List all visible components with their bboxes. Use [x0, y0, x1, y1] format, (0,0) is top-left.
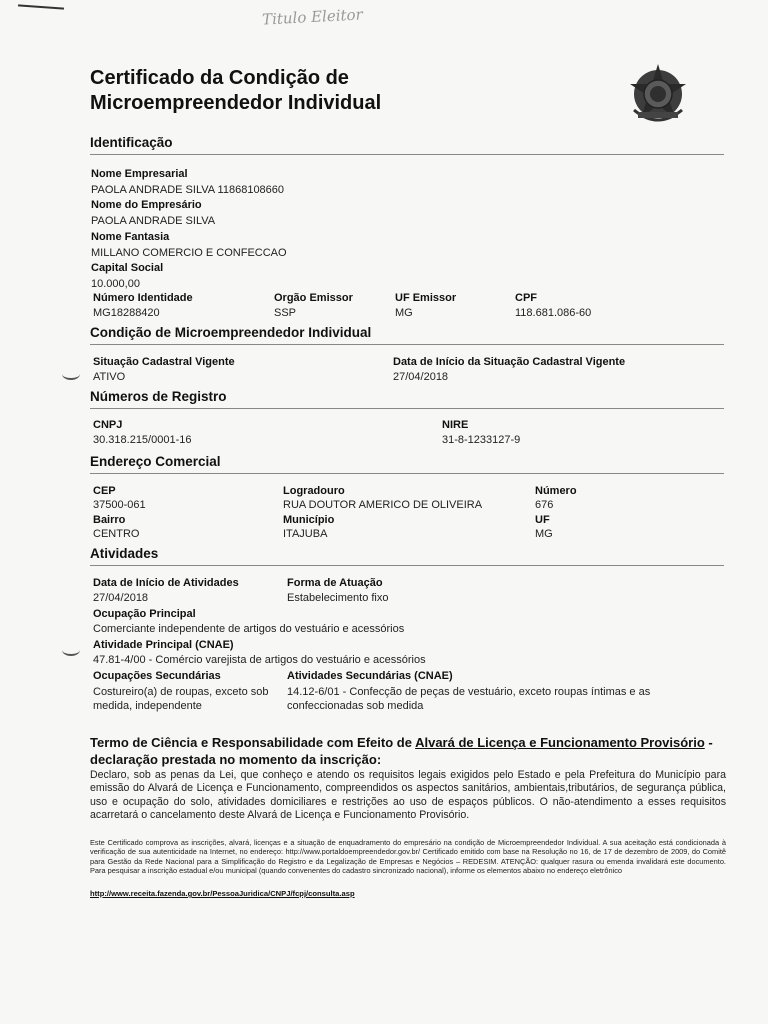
municipio-label: Município [283, 514, 335, 526]
atividade-principal-label: Atividade Principal (CNAE) [93, 639, 234, 651]
uf-label: UF [535, 514, 550, 526]
orgao-emissor-value: SSP [274, 307, 297, 319]
nome-fantasia-value: MILLANO COMERCIO E CONFECCAO [91, 247, 287, 259]
data-inicio-atividades-value: 27/04/2018 [93, 592, 149, 604]
punch-hole-mark [62, 644, 80, 656]
cep-value: 37500-061 [93, 499, 146, 511]
ocupacoes-secundarias-label: Ocupações Secundárias [93, 670, 221, 682]
section-endereco: Endereço Comercial [90, 454, 724, 474]
cnpj-value: 30.318.215/0001-16 [93, 434, 192, 446]
termo-title-part2: - declaração prestada no momento da inscrição: [90, 735, 713, 767]
alvara-link[interactable]: Alvará de Licença e Funcionamento Provisório [415, 735, 705, 750]
section-identificacao: Identificação [90, 135, 724, 155]
ocupacao-principal-value: Comerciante independente de artigos do vestuário e acessórios [93, 623, 405, 635]
forma-atuacao-value: Estabelecimento fixo [287, 592, 389, 604]
certificate-title [90, 66, 381, 116]
atividades-secundarias-label: Atividades Secundárias (CNAE) [287, 670, 453, 682]
logradouro-label: Logradouro [283, 485, 345, 497]
bairro-value: CENTRO [93, 528, 140, 540]
cpf-value: 118.681.086-60 [515, 307, 592, 319]
forma-atuacao-label: Forma de Atuação [287, 577, 383, 589]
section-atividades: Atividades [90, 546, 724, 566]
termo-body: Declaro, sob as penas da Lei, que conheço e atendo os requisitos legais exigidos pelo Estado e pela Prefeitura do Município para emissão do Alvará de Licença e Funcionamento, compreendidos os aspectos sanitários, ambientais,tributários, de segurança pública, uso e ocupação do solo, atividades domiciliares e restrições ao uso de espaços públicos. O não-atendimento a esses requisitos acarretará o cancelamento deste Alvará de Licença e Funcionamento Provisório. [90, 769, 726, 821]
handwritten-note: Titulo Eleitor [261, 5, 364, 29]
logradouro-value: RUA DOUTOR AMERICO DE OLIVEIRA [283, 499, 483, 511]
numero-value: 676 [535, 499, 554, 511]
capital-social-value: 10.000,00 [91, 278, 140, 290]
uf-emissor-label: UF Emissor [395, 292, 457, 304]
situacao-cadastral-label: Situação Cadastral Vigente [93, 356, 235, 368]
nome-empresario-value: PAOLA ANDRADE SILVA [91, 215, 216, 227]
fine-print: Este Certificado comprova as inscrições, alvará, licenças e a situação de enquadramento do empresário na condição de Microempreendedor Individual. A sua aceitação está condicionada à verificação de sua autenticidade na Internet, no endereço: http://www.portaldoempreendedor.gov.br/ Certificado emitido com base na Resolução no 16, de 17 de dezembro de 2009, do Comitê para Gestão da Rede Nacional para a Simplificação do Registro e da Legalização de Empresas e Negócios – REDESIM. ATENÇÃO: qualquer rasura ou emenda invalidará este documento. Para pesquisar a inscrição estadual e/ou municipal (quando convenentes do cadastro sincronizado nacional), informe os elementos abaixo no endereço eletrônico [90, 838, 726, 876]
nome-fantasia-label: Nome Fantasia [91, 231, 170, 243]
nome-empresario-label: Nome do Empresário [91, 199, 202, 211]
atividade-principal-value: 47.81-4/00 - Comércio varejista de artigos do vestuário e acessórios [93, 654, 426, 666]
certificate-title-line1: Certificado da Condição de [90, 67, 349, 89]
nire-value: 31-8-1233127-9 [442, 434, 521, 446]
brazil-coat-of-arms-icon [624, 60, 692, 128]
cpf-label: CPF [515, 292, 537, 304]
scan-edge-mark [18, 4, 64, 9]
uf-value: MG [535, 528, 553, 540]
cep-label: CEP [93, 485, 116, 497]
ocupacao-principal-label: Ocupação Principal [93, 608, 196, 620]
cnpj-label: CNPJ [93, 419, 123, 431]
consulta-link[interactable]: http://www.receita.fazenda.gov.br/PessoaJuridica/CNPJ/fcpj/consulta.asp [90, 889, 355, 898]
situacao-cadastral-value: ATIVO [93, 371, 126, 383]
data-inicio-situacao-label: Data de Início da Situação Cadastral Vigente [393, 356, 626, 368]
termo-title [90, 734, 730, 768]
section-condicao: Condição de Microempreendedor Individual [90, 325, 724, 345]
punch-hole-mark [62, 368, 80, 380]
data-inicio-situacao-value: 27/04/2018 [393, 371, 449, 383]
municipio-value: ITAJUBA [283, 528, 328, 540]
nire-label: NIRE [442, 419, 469, 431]
numero-identidade-label: Número Identidade [93, 292, 193, 304]
nome-empresarial-label: Nome Empresarial [91, 168, 188, 180]
section-registro: Números de Registro [90, 389, 724, 409]
bairro-label: Bairro [93, 514, 126, 526]
certificate-title-line2: Microempreendedor Individual [90, 92, 382, 114]
termo-title-part1: Termo de Ciência e Responsabilidade com Efeito de [90, 735, 416, 750]
numero-identidade-value: MG18288420 [93, 307, 160, 319]
numero-label: Número [535, 485, 577, 497]
orgao-emissor-label: Orgão Emissor [274, 292, 353, 304]
atividades-secundarias-value: 14.12-6/01 - Confecção de peças de vestuário, exceto roupas íntimas e as confeccionadas sob medida [287, 686, 651, 712]
ocupacoes-secundarias-value: Costureiro(a) de roupas, exceto sob medida, independente [93, 686, 269, 712]
data-inicio-atividades-label: Data de Início de Atividades [93, 577, 239, 589]
uf-emissor-value: MG [395, 307, 413, 319]
nome-empresarial-value: PAOLA ANDRADE SILVA 11868108660 [91, 184, 285, 196]
capital-social-label: Capital Social [91, 262, 164, 274]
